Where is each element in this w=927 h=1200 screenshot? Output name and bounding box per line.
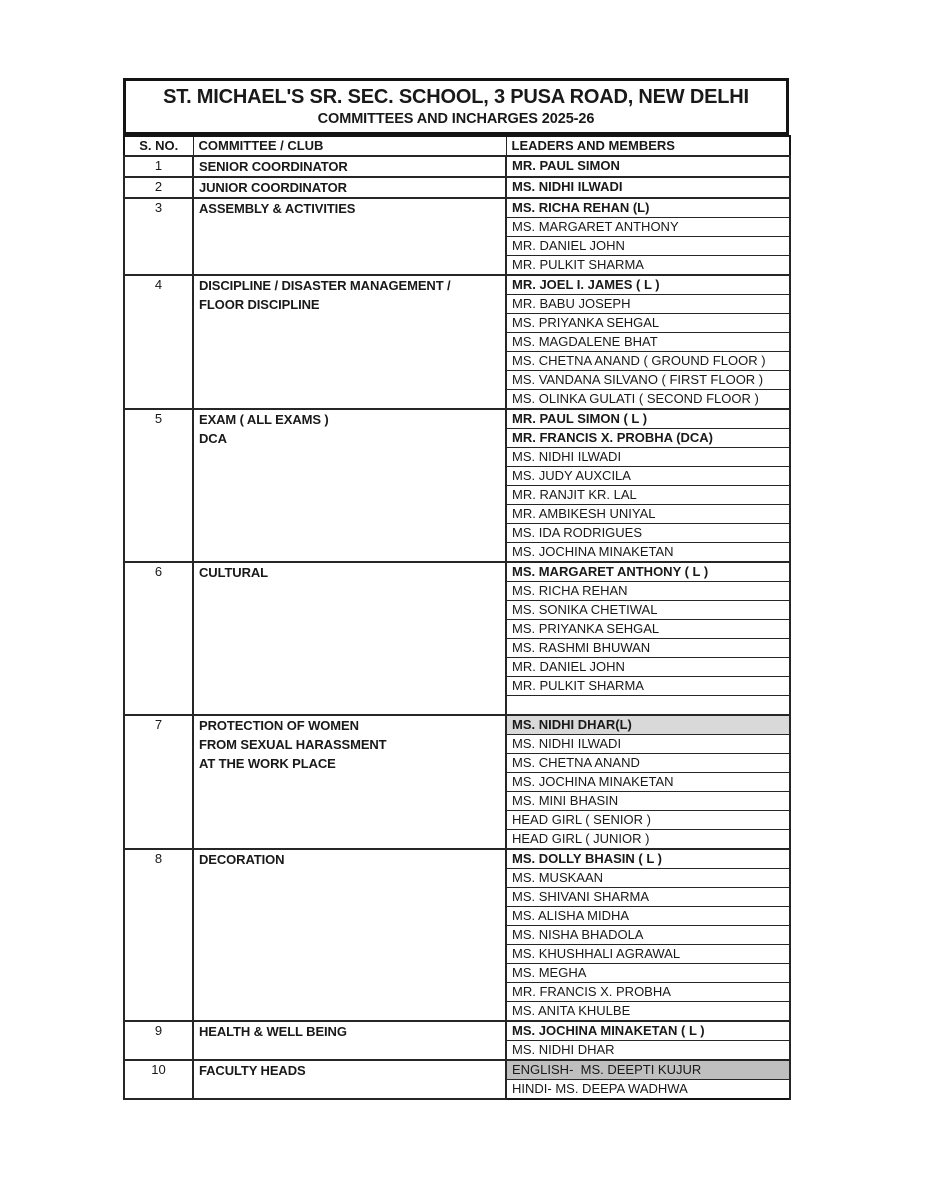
member-cell: MS. MARGARET ANTHONY ( L ) — [506, 562, 790, 582]
member-cell: MS. NIDHI ILWADI — [506, 448, 790, 467]
member-cell: MR. DANIEL JOHN — [506, 658, 790, 677]
committees-table — [123, 135, 791, 1100]
member-cell: MS. MUSKAAN — [506, 869, 790, 888]
committees-document — [123, 78, 789, 1100]
committee-cell — [193, 409, 506, 562]
member-cell: MR. PAUL SIMON ( L ) — [506, 409, 790, 429]
member-cell: MS. IDA RODRIGUES — [506, 524, 790, 543]
serial-number-cell: 5 — [124, 409, 193, 562]
column-header-members: LEADERS AND MEMBERS — [506, 136, 790, 156]
committee-line: AT THE WORK PLACE — [199, 756, 336, 771]
member-cell: HINDI- MS. DEEPA WADHWA — [506, 1080, 790, 1100]
committee-cell — [193, 156, 506, 177]
member-cell: HEAD GIRL ( SENIOR ) — [506, 811, 790, 830]
committee-cell — [193, 1060, 506, 1099]
document-subtitle: COMMITTEES AND INCHARGES 2025-26 — [317, 111, 595, 127]
member-cell: MS. NIDHI ILWADI — [506, 735, 790, 754]
member-cell: MS. SONIKA CHETIWAL — [506, 601, 790, 620]
member-cell: MS. JOCHINA MINAKETAN — [506, 773, 790, 792]
member-cell: MS. MINI BHASIN — [506, 792, 790, 811]
committee-line: DISCIPLINE / DISASTER MANAGEMENT / — [199, 278, 451, 293]
table-row — [124, 409, 790, 429]
table-row — [124, 849, 790, 869]
serial-number-cell: 10 — [124, 1060, 193, 1099]
header-row — [124, 136, 790, 156]
member-cell: MS. OLINKA GULATI ( SECOND FLOOR ) — [506, 390, 790, 410]
member-cell: MR. PULKIT SHARMA — [506, 256, 790, 276]
serial-number-cell: 4 — [124, 275, 193, 409]
serial-number-cell: 2 — [124, 177, 193, 198]
committee-line: HEALTH & WELL BEING — [199, 1024, 347, 1039]
table-row — [124, 562, 790, 582]
committee-line: FACULTY HEADS — [199, 1063, 306, 1078]
member-cell: MS. NIDHI DHAR — [506, 1041, 790, 1061]
member-cell: MS. NIDHI DHAR(L) — [506, 715, 790, 735]
member-cell: MS. CHETNA ANAND ( GROUND FLOOR ) — [506, 352, 790, 371]
committee-cell — [193, 1021, 506, 1060]
member-cell: MR. JOEL I. JAMES ( L ) — [506, 275, 790, 295]
member-cell: HEAD GIRL ( JUNIOR ) — [506, 830, 790, 850]
committee-line: JUNIOR COORDINATOR — [199, 180, 347, 195]
member-cell: MS. ANITA KHULBE — [506, 1002, 790, 1022]
member-cell: MS. NIDHI ILWADI — [506, 177, 790, 198]
member-cell: MS. PRIYANKA SEHGAL — [506, 314, 790, 333]
serial-number-cell: 7 — [124, 715, 193, 849]
committee-line: DCA — [199, 431, 227, 446]
member-cell: MS. CHETNA ANAND — [506, 754, 790, 773]
member-cell: MS. MEGHA — [506, 964, 790, 983]
serial-number-cell: 1 — [124, 156, 193, 177]
member-cell: ENGLISH- MS. DEEPTI KUJUR — [506, 1060, 790, 1080]
member-cell: MR. FRANCIS X. PROBHA (DCA) — [506, 429, 790, 448]
member-cell: MR. DANIEL JOHN — [506, 237, 790, 256]
serial-number-cell: 3 — [124, 198, 193, 275]
column-header-sno: S. NO. — [124, 136, 193, 156]
member-cell: MS. MAGDALENE BHAT — [506, 333, 790, 352]
committee-cell — [193, 275, 506, 409]
member-cell: MS. NISHA BHADOLA — [506, 926, 790, 945]
table-row — [124, 1021, 790, 1041]
committee-line: EXAM ( ALL EXAMS ) — [199, 412, 329, 427]
school-name-title: ST. MICHAEL'S SR. SEC. SCHOOL, 3 PUSA ROAD, NEW DELHI — [163, 86, 749, 108]
member-cell: MR. RANJIT KR. LAL — [506, 486, 790, 505]
member-cell: MS. PRIYANKA SEHGAL — [506, 620, 790, 639]
member-cell: MS. VANDANA SILVANO ( FIRST FLOOR ) — [506, 371, 790, 390]
table-row — [124, 275, 790, 295]
member-cell: MS. JOCHINA MINAKETAN ( L ) — [506, 1021, 790, 1041]
member-cell: MS. JUDY AUXCILA — [506, 467, 790, 486]
member-cell: MR. PULKIT SHARMA — [506, 677, 790, 696]
member-cell: MR. FRANCIS X. PROBHA — [506, 983, 790, 1002]
committee-line: PROTECTION OF WOMEN — [199, 718, 359, 733]
table-row — [124, 1060, 790, 1080]
member-cell: MS. SHIVANI SHARMA — [506, 888, 790, 907]
member-cell: MS. DOLLY BHASIN ( L ) — [506, 849, 790, 869]
committee-cell — [193, 177, 506, 198]
member-cell: MR. AMBIKESH UNIYAL — [506, 505, 790, 524]
committee-cell — [193, 198, 506, 275]
serial-number-cell: 6 — [124, 562, 193, 715]
member-cell: MS. JOCHINA MINAKETAN — [506, 543, 790, 563]
table-row — [124, 156, 790, 177]
committee-line: CULTURAL — [199, 565, 268, 580]
committee-line: FROM SEXUAL HARASSMENT — [199, 737, 387, 752]
member-cell: MS. MARGARET ANTHONY — [506, 218, 790, 237]
member-cell: MS. RICHA REHAN (L) — [506, 198, 790, 218]
committee-line: ASSEMBLY & ACTIVITIES — [199, 201, 356, 216]
table-row — [124, 177, 790, 198]
committees-tbody — [124, 156, 790, 1099]
committee-line: FLOOR DISCIPLINE — [199, 297, 320, 312]
member-cell: MR. BABU JOSEPH — [506, 295, 790, 314]
column-header-committee: COMMITTEE / CLUB — [193, 136, 506, 156]
serial-number-cell: 8 — [124, 849, 193, 1021]
member-cell — [506, 696, 790, 716]
committee-cell — [193, 562, 506, 715]
member-cell: MR. PAUL SIMON — [506, 156, 790, 177]
table-row — [124, 715, 790, 735]
member-cell: MS. RASHMI BHUWAN — [506, 639, 790, 658]
serial-number-cell: 9 — [124, 1021, 193, 1060]
member-cell: MS. RICHA REHAN — [506, 582, 790, 601]
member-cell: MS. ALISHA MIDHA — [506, 907, 790, 926]
committee-cell — [193, 849, 506, 1021]
committee-cell — [193, 715, 506, 849]
member-cell: MS. KHUSHHALI AGRAWAL — [506, 945, 790, 964]
committee-line: DECORATION — [199, 852, 285, 867]
table-header — [124, 136, 790, 156]
document-title-box — [123, 78, 789, 135]
table-row — [124, 198, 790, 218]
committee-line: SENIOR COORDINATOR — [199, 159, 348, 174]
